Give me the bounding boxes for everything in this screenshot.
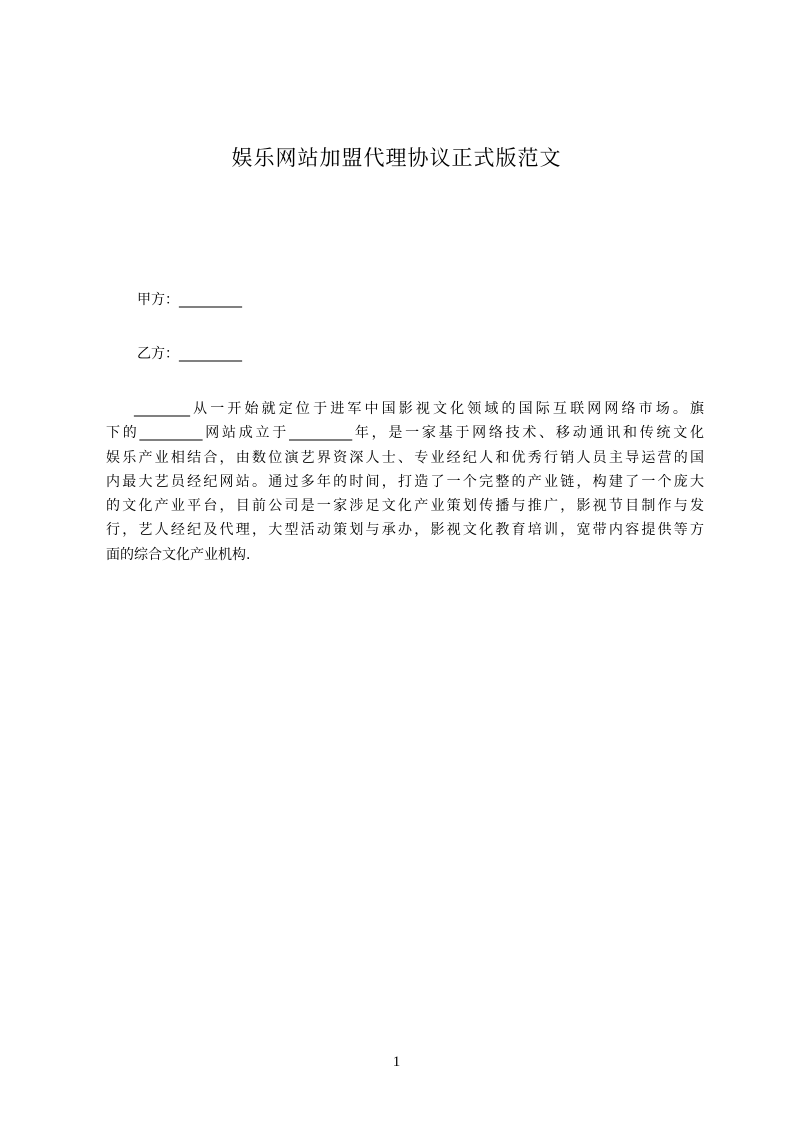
body-line: 娱乐产业相结合，由数位演艺界资深人士、专业经纪人和优秀行销人员主导运营的国 [106,449,704,466]
body-line: 内最大艺员经纪网站。通过多年的时间，打造了一个完整的产业链，构建了一个庞大 [106,473,704,490]
body-line: ________从一开始就定位于进军中国影视文化领域的国际互联网网络市场。旗 [134,401,704,417]
body-line: 行，艺人经纪及代理，大型活动策划与承办，影视文化教育培训，宽带内容提供等方 [106,522,704,539]
party-b-line [137,345,242,363]
body-line: 的文化产业平台，目前公司是一家涉足文化产业策划传播与推广，影视节目制作与发 [106,498,704,515]
party-a-blank: _________ [179,292,242,308]
party-b-label: 乙方： [137,346,179,362]
page-number: 1 [392,1054,401,1070]
party-a-line [137,291,242,309]
document-title: 娱乐网站加盟代理协议正式版范文 [231,146,562,170]
party-b-blank: _________ [179,346,242,362]
body-line: 面的综合文化产业机构. [106,546,251,563]
party-a-label: 甲方： [137,292,179,308]
body-paragraph [106,397,704,567]
body-line: 下的_________网站成立于_________年，是一家基于网络技术、移动通讯和传统文化 [106,425,704,442]
